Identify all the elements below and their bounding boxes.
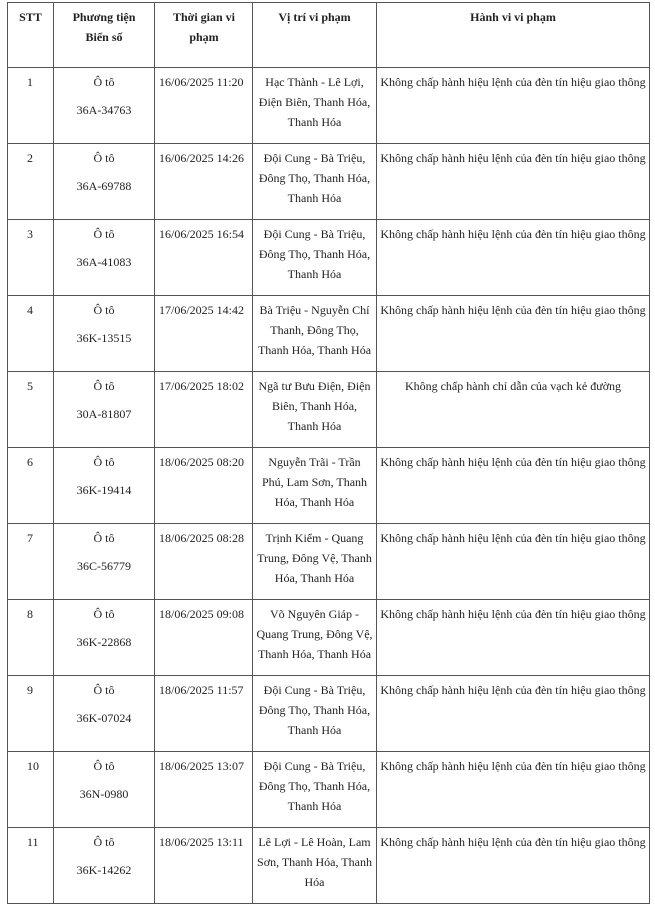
cell-violation: Không chấp hành hiệu lệnh của đèn tín hiệu giao thông — [377, 524, 650, 600]
cell-violation: Không chấp hành hiệu lệnh của đèn tín hiệu giao thông — [377, 600, 650, 676]
cell-time: 18/06/2025 08:28 — [155, 524, 253, 600]
header-vehicle-type: Phương tiện — [72, 10, 136, 24]
table-row — [8, 600, 650, 676]
cell-location: Đội Cung - Bà Triệu, Đông Thọ, Thanh Hóa, Thanh Hóa — [253, 144, 377, 220]
cell-violation: Không chấp hành hiệu lệnh của đèn tín hiệu giao thông — [377, 220, 650, 296]
cell-vehicle — [54, 220, 155, 296]
cell-time: 18/06/2025 11:57 — [155, 676, 253, 752]
cell-plate: 36K-19414 — [76, 483, 132, 497]
cell-vehicle — [54, 144, 155, 220]
cell-vehicle-type: Ô tô — [93, 455, 115, 469]
cell-stt: 11 — [8, 828, 54, 904]
cell-vehicle-type: Ô tô — [93, 151, 115, 165]
cell-vehicle-type: Ô tô — [93, 683, 115, 697]
cell-violation: Không chấp hành hiệu lệnh của đèn tín hiệu giao thông — [377, 448, 650, 524]
cell-vehicle-type: Ô tô — [93, 607, 115, 621]
cell-vehicle — [54, 600, 155, 676]
cell-time: 17/06/2025 18:02 — [155, 372, 253, 448]
cell-violation: Không chấp hành hiệu lệnh của đèn tín hiệu giao thông — [377, 144, 650, 220]
cell-vehicle-type: Ô tô — [93, 303, 115, 317]
cell-violation: Không chấp hành chỉ dẫn của vạch kẻ đường — [377, 372, 650, 448]
cell-plate: 36K-14262 — [76, 863, 132, 877]
table-row — [8, 296, 650, 372]
table-row — [8, 524, 650, 600]
cell-vehicle — [54, 372, 155, 448]
table-row — [8, 828, 650, 904]
cell-location: Đội Cung - Bà Triệu, Đông Thọ, Thanh Hóa, Thanh Hóa — [253, 752, 377, 828]
cell-plate: 36N-0980 — [79, 787, 129, 801]
cell-time: 18/06/2025 13:11 — [155, 828, 253, 904]
cell-vehicle-type: Ô tô — [93, 759, 115, 773]
cell-time: 16/06/2025 14:26 — [155, 144, 253, 220]
cell-time: 18/06/2025 09:08 — [155, 600, 253, 676]
cell-violation: Không chấp hành hiệu lệnh của đèn tín hiệu giao thông — [377, 68, 650, 144]
cell-vehicle — [54, 448, 155, 524]
table-row — [8, 752, 650, 828]
cell-violation: Không chấp hành hiệu lệnh của đèn tín hiệu giao thông — [377, 676, 650, 752]
cell-vehicle — [54, 296, 155, 372]
cell-stt: 1 — [8, 68, 54, 144]
header-time: Thời gian vi phạm — [155, 3, 253, 68]
table-row — [8, 220, 650, 296]
cell-stt: 2 — [8, 144, 54, 220]
cell-vehicle — [54, 676, 155, 752]
cell-location: Đội Cung - Bà Triệu, Đông Thọ, Thanh Hóa, Thanh Hóa — [253, 676, 377, 752]
cell-violation: Không chấp hành hiệu lệnh của đèn tín hiệu giao thông — [377, 828, 650, 904]
cell-vehicle-type: Ô tô — [93, 379, 115, 393]
cell-plate: 36A-69788 — [76, 179, 132, 193]
cell-location: Trịnh Kiểm - Quang Trung, Đông Vệ, Thanh Hóa, Thanh Hóa — [253, 524, 377, 600]
cell-location: Bà Triệu - Nguyễn Chí Thanh, Đông Thọ, Thanh Hóa, Thanh Hóa — [253, 296, 377, 372]
cell-time: 16/06/2025 16:54 — [155, 220, 253, 296]
cell-location: Võ Nguyên Giáp - Quang Trung, Đông Vệ, Thanh Hóa, Thanh Hóa — [253, 600, 377, 676]
cell-stt: 8 — [8, 600, 54, 676]
violations-table-container — [7, 2, 650, 904]
table-row — [8, 68, 650, 144]
violations-table — [7, 2, 650, 904]
cell-time: 18/06/2025 13:07 — [155, 752, 253, 828]
cell-violation: Không chấp hành hiệu lệnh của đèn tín hiệu giao thông — [377, 752, 650, 828]
cell-time: 16/06/2025 11:20 — [155, 68, 253, 144]
cell-plate: 36K-22868 — [76, 635, 132, 649]
table-row — [8, 676, 650, 752]
cell-location: Đội Cung - Bà Triệu, Đông Thọ, Thanh Hóa, Thanh Hóa — [253, 220, 377, 296]
cell-stt: 9 — [8, 676, 54, 752]
cell-stt: 5 — [8, 372, 54, 448]
cell-stt: 4 — [8, 296, 54, 372]
cell-plate: 36A-34763 — [76, 103, 132, 117]
header-location: Vị trí vi phạm — [253, 3, 377, 68]
cell-vehicle-type: Ô tô — [93, 835, 115, 849]
header-plate: Biển số — [85, 30, 123, 44]
cell-time: 18/06/2025 08:20 — [155, 448, 253, 524]
cell-location: Ngã tư Bưu Điện, Điện Biên, Thanh Hóa, Thanh Hóa — [253, 372, 377, 448]
cell-location: Lê Lợi - Lê Hoàn, Lam Sơn, Thanh Hóa, Thanh Hóa — [253, 828, 377, 904]
cell-plate: 36A-41083 — [76, 255, 132, 269]
cell-vehicle-type: Ô tô — [93, 75, 115, 89]
cell-time: 17/06/2025 14:42 — [155, 296, 253, 372]
cell-stt: 10 — [8, 752, 54, 828]
cell-location: Hạc Thành - Lê Lợi, Điện Biên, Thanh Hóa, Thanh Hóa — [253, 68, 377, 144]
cell-vehicle — [54, 828, 155, 904]
header-stt: STT — [8, 3, 54, 68]
header-vehicle — [54, 3, 155, 68]
table-row — [8, 372, 650, 448]
cell-plate: 36K-07024 — [76, 711, 132, 725]
table-row — [8, 144, 650, 220]
header-violation: Hành vi vi phạm — [377, 3, 650, 68]
cell-vehicle — [54, 68, 155, 144]
cell-vehicle-type: Ô tô — [93, 531, 115, 545]
cell-vehicle-type: Ô tô — [93, 227, 115, 241]
cell-stt: 7 — [8, 524, 54, 600]
table-header-row — [8, 3, 650, 68]
cell-stt: 3 — [8, 220, 54, 296]
cell-stt: 6 — [8, 448, 54, 524]
cell-violation: Không chấp hành hiệu lệnh của đèn tín hiệu giao thông — [377, 296, 650, 372]
cell-vehicle — [54, 524, 155, 600]
cell-plate: 30A-81807 — [76, 407, 132, 421]
cell-plate: 36C-56779 — [77, 559, 131, 573]
cell-plate: 36K-13515 — [76, 331, 132, 345]
cell-location: Nguyễn Trãi - Trần Phú, Lam Sơn, Thanh Hóa, Thanh Hóa — [253, 448, 377, 524]
table-row — [8, 448, 650, 524]
cell-vehicle — [54, 752, 155, 828]
